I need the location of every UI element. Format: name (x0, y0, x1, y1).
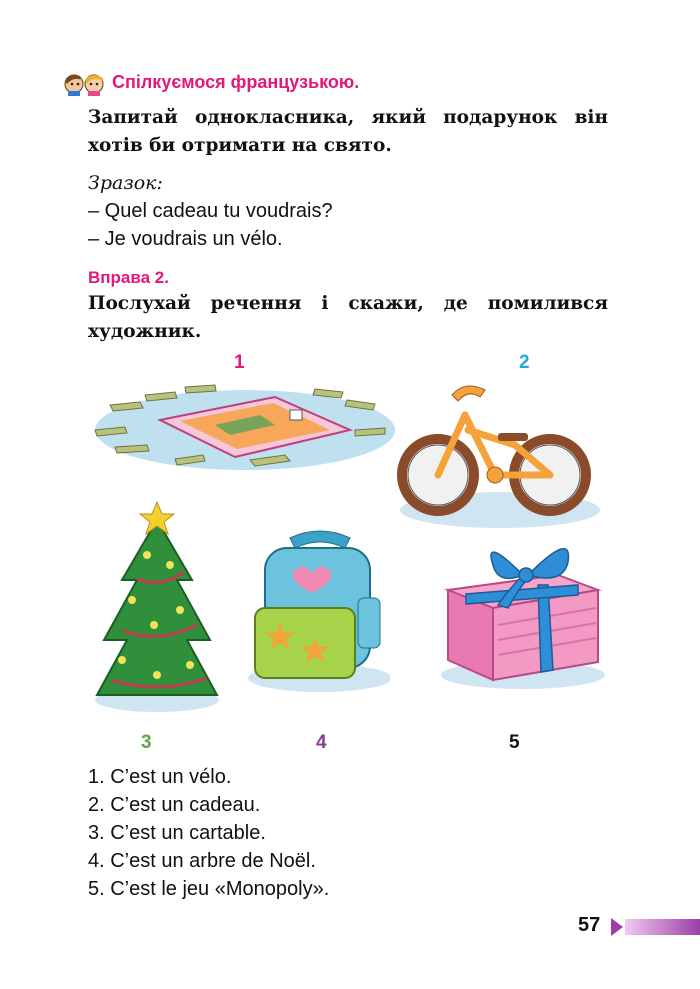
bicycle-picture (390, 375, 600, 530)
gift-box-picture (438, 530, 608, 690)
picture-number-5: 5 (509, 732, 520, 753)
sentence-1: 1. C’est un vélo. (88, 766, 232, 788)
section-instruction: Запитай однокласника, який подарунок він хотів би отримати на свято. (88, 107, 608, 156)
children-talking-icon (62, 70, 106, 96)
heading-icon (62, 70, 106, 96)
monopoly-board-picture (85, 375, 395, 475)
page-number: 57 (578, 914, 601, 936)
backpack-picture (240, 528, 390, 693)
picture-number-4: 4 (316, 732, 327, 753)
picture-number-3: 3 (141, 732, 152, 753)
page-accent-arrow-icon (611, 916, 700, 938)
sample-line-2: – Je voudrais un vélo. (88, 228, 283, 250)
page-accent-bar (611, 916, 700, 938)
sample-line-1: – Quel cadeau tu voudrais? (88, 200, 333, 222)
sentence-2: 2. C’est un cadeau. (88, 794, 261, 816)
sentence-4: 4. C’est un arbre de Noël. (88, 850, 316, 872)
exercise-instruction: Послухай речення і скажи, де помилився художник. (88, 293, 608, 342)
section-heading: Спілкуємося французькою. (112, 72, 360, 92)
picture-number-1: 1 (234, 352, 245, 373)
exercise-heading: Вправа 2. (88, 268, 169, 287)
sample-label: Зразок: (88, 172, 163, 194)
sentence-5: 5. C’est le jeu «Monopoly». (88, 878, 330, 900)
christmas-tree-picture (92, 500, 222, 715)
sentence-3: 3. C’est un cartable. (88, 822, 266, 844)
picture-number-2: 2 (519, 352, 530, 373)
